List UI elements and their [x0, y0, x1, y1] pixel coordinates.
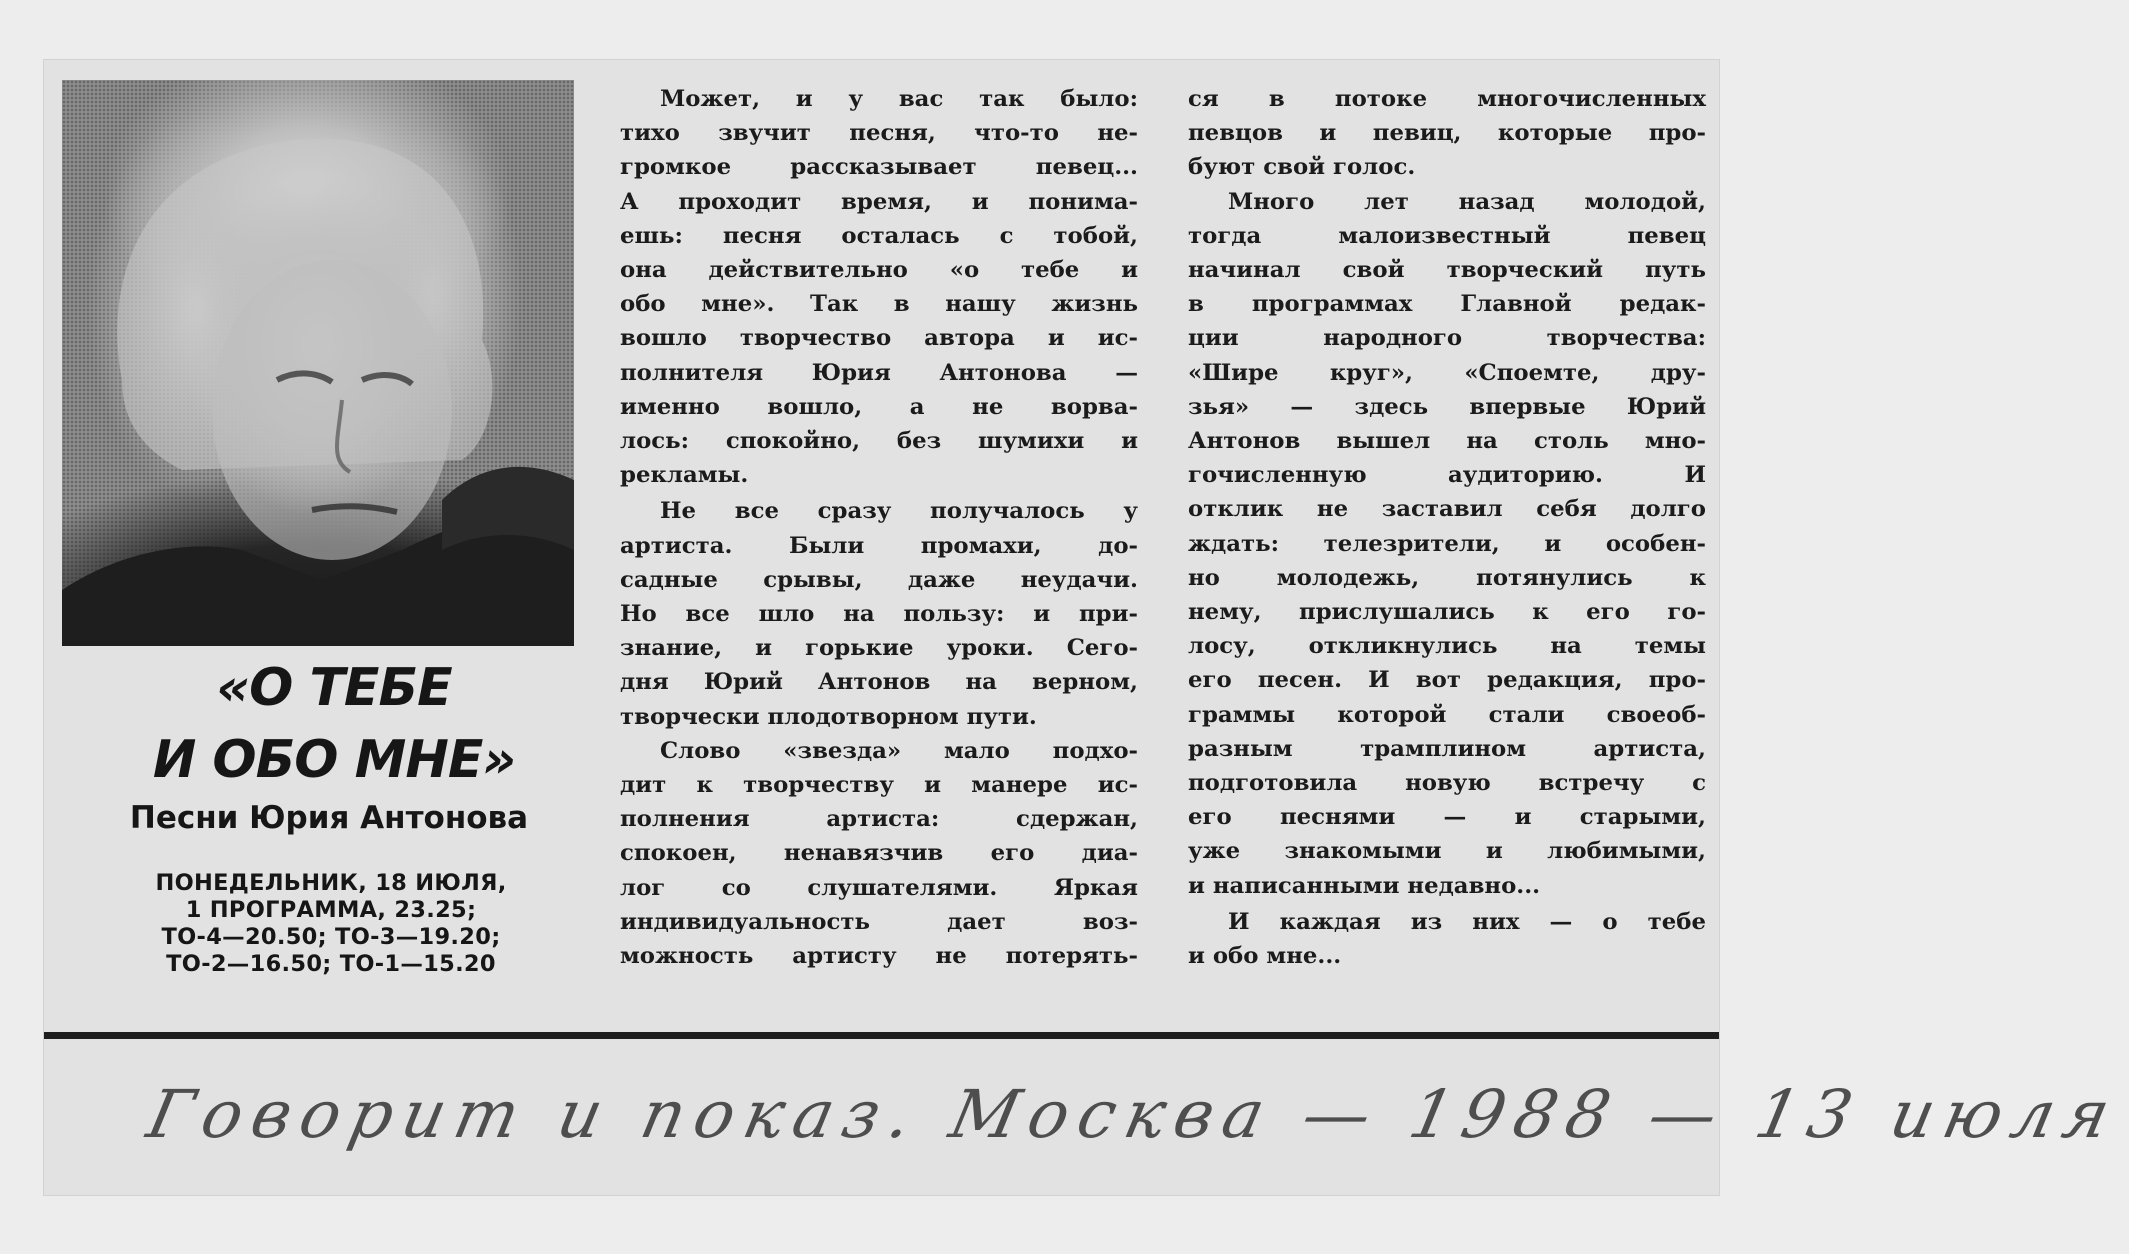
text-line: Может, и у вас так было:	[660, 86, 1138, 112]
headline-line-2: И ОБО МНЕ»	[152, 730, 516, 790]
article-column-1	[620, 82, 1138, 973]
text-line: Слово «звезда» мало подхо-	[660, 737, 1138, 764]
text-line: знание, и горькие уроки. Сего-	[620, 635, 1138, 662]
text-line: обо мне». Так в нашу жизнь	[620, 291, 1138, 318]
text-line: артиста. Были промахи, до-	[620, 532, 1138, 559]
subtitle: Песни Юрия Антонова	[129, 800, 529, 836]
text-line: можность артисту не потерять-	[620, 943, 1138, 970]
text-line: буют свой голос.	[1188, 154, 1416, 181]
text-line: отклик не заставил себя долго	[1188, 496, 1706, 523]
text-line: садные срывы, даже неудачи.	[620, 566, 1138, 593]
text-line: граммы которой стали своеоб-	[1188, 701, 1706, 728]
text-line: певцов и певиц, которые про-	[1188, 120, 1706, 147]
schedule-line: ТО-4—20.50; ТО-3—19.20;	[161, 924, 501, 950]
text-line: творчески плодотворном пути.	[620, 703, 1037, 730]
text-line: уже знакомыми и любимыми,	[1188, 838, 1706, 865]
text-line: гочисленную аудиторию. И	[1188, 462, 1706, 489]
broadcast-schedule	[106, 870, 556, 978]
text-line: А проходит время, и понима-	[620, 188, 1138, 215]
schedule-line: 1 ПРОГРАММА, 23.25;	[185, 897, 477, 923]
text-line: Много лет назад молодой,	[1228, 188, 1706, 215]
text-line: разным трамплином артиста,	[1188, 735, 1706, 762]
text-line: рекламы.	[620, 462, 749, 489]
text-line: дит к творчеству и манере ис-	[620, 772, 1138, 799]
text-line: Но все шло на пользу: и при-	[620, 601, 1138, 628]
text-line: Не все сразу получалось у	[660, 498, 1138, 525]
portrait-figure	[62, 80, 574, 646]
text-line: тихо звучит песня, что-то не-	[620, 120, 1138, 147]
text-line: полнителя Юрия Антонова —	[620, 359, 1138, 386]
text-line: и написанными недавно...	[1188, 872, 1541, 899]
text-line: вошло творчество автора и ис-	[620, 325, 1138, 352]
text-line: начинал свой творческий путь	[1188, 257, 1706, 284]
text-line: его песен. И вот редакция, про-	[1188, 667, 1706, 694]
text-line: спокоен, ненавязчив его диа-	[620, 840, 1138, 867]
text-line: индивидуальность дает воз-	[620, 908, 1138, 935]
divider-rule	[44, 1032, 1719, 1039]
text-line: громкое рассказывает певец...	[620, 154, 1138, 181]
text-line: но молодежь, потянулись к	[1188, 564, 1706, 591]
handwritten-source-note: Говорит и показ. Москва — 1988 — 13 июля	[140, 1076, 2127, 1153]
text-line: нему, прислушались к его го-	[1188, 599, 1706, 626]
portrait-photo	[62, 80, 574, 646]
schedule-line: ТО-2—16.50; ТО-1—15.20	[166, 951, 496, 977]
headline-line-1: «О ТЕБЕ	[216, 658, 452, 718]
text-line: полнения артиста: сдержан,	[620, 806, 1138, 833]
text-line: Антонов вышел на столь мно-	[1188, 428, 1706, 455]
text-line: она действительно «о тебе и	[620, 257, 1138, 284]
newspaper-clipping	[44, 60, 2127, 1195]
text-line: его песнями — и старыми,	[1188, 804, 1706, 831]
text-line: ешь: песня осталась с тобой,	[620, 222, 1138, 249]
text-line: зья» — здесь впервые Юрий	[1188, 393, 1706, 420]
text-line: ждать: телезрители, и особен-	[1188, 530, 1706, 557]
text-line: дня Юрий Антонов на верном,	[620, 669, 1138, 696]
text-line: и обо мне...	[1188, 943, 1342, 970]
text-line: ции народного творчества:	[1188, 325, 1706, 352]
text-line: лось: спокойно, без шумихи и	[620, 428, 1138, 455]
article-column-2	[1188, 82, 1706, 973]
text-line: подготовила новую встречу с	[1188, 770, 1706, 797]
text-line: лог со слушателями. Яркая	[620, 874, 1138, 901]
schedule-line: ПОНЕДЕЛЬНИК, 18 ИЮЛЯ,	[155, 870, 507, 896]
text-line: «Шире круг», «Споемте, дру-	[1188, 359, 1706, 386]
text-line: И каждая из них — о тебе	[1228, 908, 1706, 935]
text-line: именно вошло, а не ворва-	[620, 393, 1138, 420]
text-line: тогда малоизвестный певец	[1188, 222, 1706, 249]
text-line: в программах Главной редак-	[1188, 291, 1706, 318]
text-line: лосу, откликнулись на темы	[1188, 633, 1706, 660]
text-line: ся в потоке многочисленных	[1188, 86, 1706, 112]
